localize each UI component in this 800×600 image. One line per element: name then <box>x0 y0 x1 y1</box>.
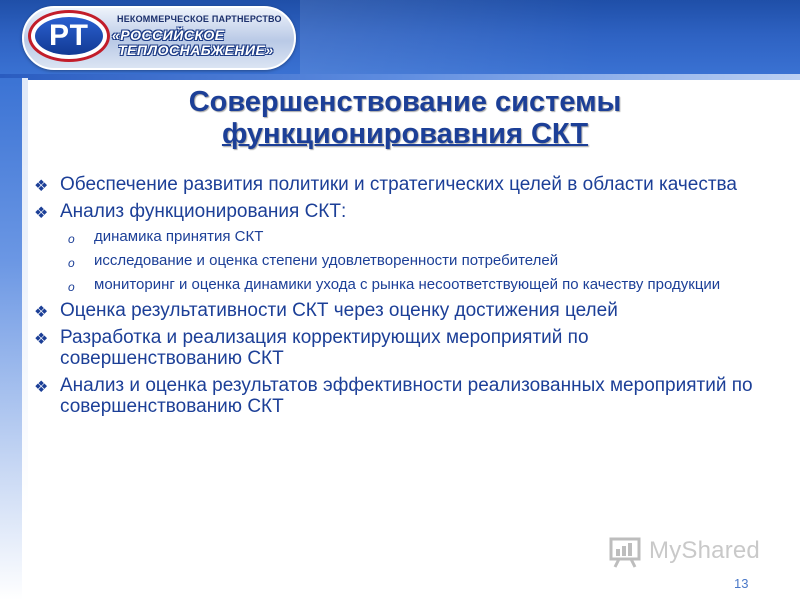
list-item-text: Обеспечение развития политики и стратегических целей в области качества <box>60 174 737 195</box>
sub-list-item <box>32 276 772 293</box>
bullet-list <box>32 174 772 423</box>
left-decorative-band-inner <box>22 78 28 518</box>
list-item <box>32 300 772 321</box>
circle-bullet-icon: o <box>68 232 75 246</box>
diamond-bullet-icon: ❖ <box>34 304 49 321</box>
header-stripe <box>0 74 800 80</box>
diamond-bullet-icon: ❖ <box>34 178 49 195</box>
sub-list-item <box>32 252 772 269</box>
list-item-text: Оценка результативности СКТ через оценку достижения целей <box>60 300 618 321</box>
list-item <box>32 327 772 369</box>
sub-bullet-list <box>32 228 772 293</box>
logo-emblem <box>28 10 110 62</box>
org-name-line1: «РОССИЙСКОЕ <box>112 27 225 43</box>
diamond-bullet-icon: ❖ <box>34 379 49 396</box>
diamond-bullet-icon: ❖ <box>34 331 49 348</box>
list-item <box>32 375 772 417</box>
list-item <box>32 174 772 195</box>
circle-bullet-icon: o <box>68 280 75 294</box>
circle-bullet-icon: o <box>68 256 75 270</box>
list-item <box>32 201 772 222</box>
list-item-text: Разработка и реализация корректирующих мероприятий по совершенствованию СКТ <box>60 327 589 369</box>
header-highlight <box>300 0 800 78</box>
chart-board-icon <box>607 534 647 570</box>
slide-title-line1: Совершенствование системы <box>188 86 622 118</box>
sub-list-item-text: мониторинг и оценка динамики ухода с рынка несоответствующей по качеству продукции <box>94 276 721 293</box>
slide-title <box>100 86 710 150</box>
sub-list-item-text: динамика принятия СКТ <box>94 228 264 245</box>
sub-list-item-text: исследование и оценка степени удовлетворенности потребителей <box>94 252 559 269</box>
org-subtitle: НЕКОММЕРЧЕСКОЕ ПАРТНЕРСТВО <box>117 14 282 24</box>
myshared-watermark[interactable] <box>607 534 777 574</box>
page-number: 13 <box>734 576 749 591</box>
left-decorative-band <box>0 78 22 600</box>
sub-list-item <box>32 228 772 245</box>
watermark-text: MyShared <box>649 537 760 564</box>
org-name-line2: ТЕПЛОСНАБЖЕНИЕ» <box>118 42 274 58</box>
diamond-bullet-icon: ❖ <box>34 205 49 222</box>
slide-title-line2: функционировавния СКТ <box>221 118 589 150</box>
logo-letters: РТ <box>35 17 103 55</box>
list-item-text: Анализ и оценка результатов эффективности реализованных мероприятий по совершенствованию СКТ <box>60 375 753 417</box>
list-item-text: Анализ функционирования СКТ: <box>60 201 347 222</box>
